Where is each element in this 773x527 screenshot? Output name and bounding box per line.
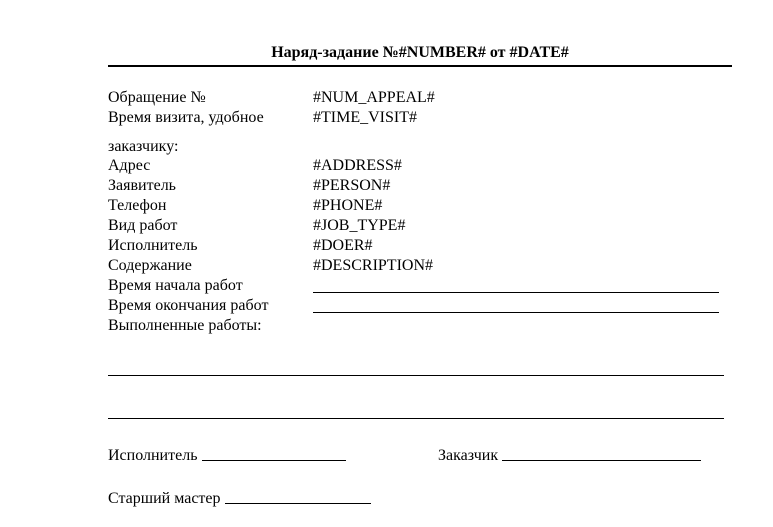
field-value-description: #DESCRIPTION# (313, 257, 434, 274)
executor-signature-line (202, 460, 346, 461)
title-underline (108, 65, 732, 67)
field-label-completed-work: Выполненные работы: (108, 317, 262, 334)
field-value-person: #PERSON# (313, 177, 391, 194)
field-label-doer: Исполнитель (108, 237, 198, 254)
field-label-person: Заявитель (108, 177, 176, 194)
customer-signature (438, 446, 701, 466)
field-value-job-type: #JOB_TYPE# (313, 217, 406, 234)
senior-master-signature (108, 489, 371, 509)
field-value-address: #ADDRESS# (313, 157, 402, 174)
start-time-blank-line (313, 292, 719, 293)
field-label-end-time: Время окончания работ (108, 297, 269, 314)
field-label-visit-time-cont: заказчику: (108, 138, 179, 155)
field-label-description: Содержание (108, 257, 192, 274)
field-label-visit-time: Время визита, удобное (108, 109, 264, 126)
field-value-appeal: #NUM_APPEAL# (313, 89, 435, 106)
field-label-address: Адрес (108, 157, 151, 174)
field-value-doer: #DOER# (313, 237, 373, 254)
field-value-phone: #PHONE# (313, 197, 383, 214)
executor-signature-label: Исполнитель (108, 447, 198, 464)
executor-signature (108, 446, 346, 466)
field-value-visit-time: #TIME_VISIT# (313, 109, 417, 126)
customer-signature-label: Заказчик (438, 447, 499, 464)
completed-work-blank-line-1 (108, 375, 724, 376)
field-label-appeal: Обращение № (108, 89, 206, 106)
field-label-phone: Телефон (108, 197, 167, 214)
field-label-job-type: Вид работ (108, 217, 178, 234)
customer-signature-line (502, 460, 701, 461)
senior-master-signature-line (225, 503, 371, 504)
end-time-blank-line (313, 312, 719, 313)
completed-work-blank-line-2 (108, 418, 724, 419)
field-label-start-time: Время начала работ (108, 277, 243, 294)
senior-master-signature-label: Старший мастер (108, 490, 221, 507)
document-title: Наряд-задание №#NUMBER# от #DATE# (271, 44, 569, 61)
